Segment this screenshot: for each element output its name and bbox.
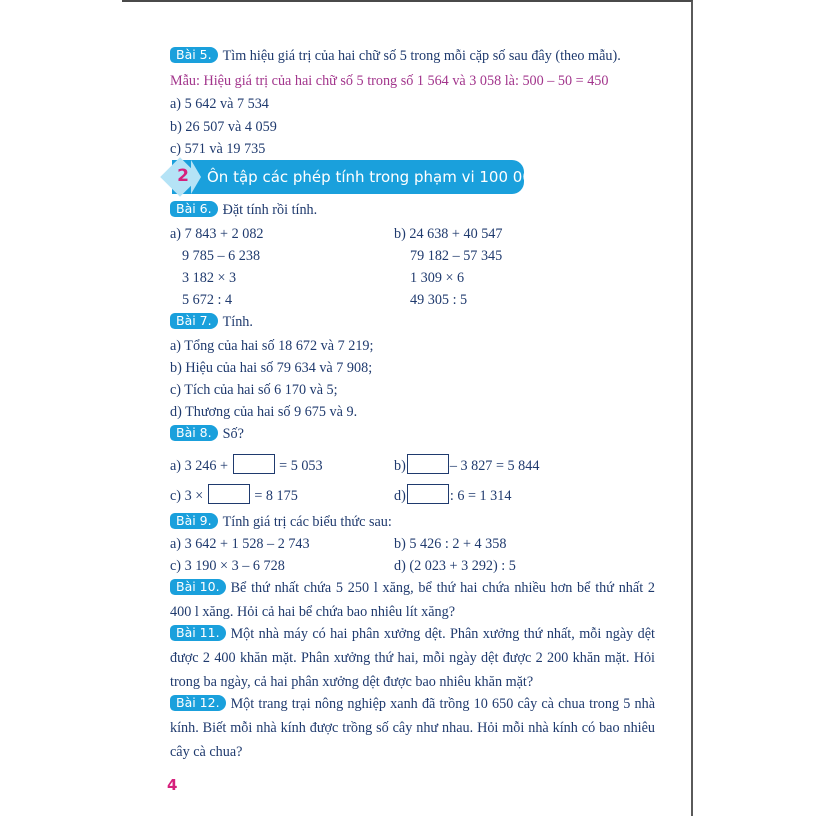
exercise-10 [170,576,655,624]
equation-prefix: d) [394,488,406,504]
exercise-5-item-b: b) 26 507 và 4 059 [170,119,277,135]
exercise-6-heading [170,201,317,219]
equation-prefix: a) 3 246 + [170,458,229,474]
exercise-prompt: Tính. [222,314,253,330]
exercise-label: Bài 11. [170,625,226,641]
page-number: 4 [167,776,178,794]
equation-suffix: = 5 053 [279,458,323,474]
exercise-6-b-3: 1 309 × 6 [410,270,465,286]
exercise-7-item-a: a) Tổng của hai số 18 672 và 7 219; [170,338,374,354]
exercise-6-a-4: 5 672 : 4 [182,292,233,308]
equation-prefix: c) 3 × [170,488,204,504]
exercise-12 [170,692,655,764]
answer-box[interactable] [208,484,250,504]
exercise-6-a-2: 9 785 – 6 238 [182,248,261,264]
answer-box[interactable] [233,454,275,474]
exercise-label: Bài 12. [170,695,226,711]
equation-suffix: – 3 827 = 5 844 [449,458,540,474]
exercise-6-b-2: 79 182 – 57 345 [410,248,503,264]
exercise-9-item-b: b) 5 426 : 2 + 4 358 [394,536,507,552]
exercise-9-item-d: d) (2 023 + 3 292) : 5 [394,558,516,574]
exercise-8-item-b [394,454,539,475]
exercise-prompt: Đặt tính rồi tính. [222,202,318,218]
exercise-8-item-a [170,454,323,475]
exercise-label: Bài 6. [170,201,218,217]
exercise-9-item-c: c) 3 190 × 3 – 6 728 [170,558,285,574]
exercise-11 [170,622,655,694]
exercise-5-heading [170,47,621,65]
exercise-6-a-1: a) 7 843 + 2 082 [170,226,264,242]
exercise-7-item-b: b) Hiệu của hai số 79 634 và 7 908; [170,360,373,376]
exercise-7-item-d: d) Thương của hai số 9 675 và 9. [170,404,358,420]
section-number: 2 [177,166,189,186]
exercise-6-b-4: 49 305 : 5 [410,292,468,308]
exercise-label: Bài 8. [170,425,218,441]
exercise-7-heading [170,313,253,331]
exercise-prompt: Tính giá trị các biểu thức sau: [222,514,392,530]
exercise-label: Bài 10. [170,579,226,595]
answer-box[interactable] [407,484,449,504]
equation-suffix: = 8 175 [254,488,298,504]
equation-prefix: b) [394,458,406,474]
exercise-6-a-3: 3 182 × 3 [182,270,237,286]
exercise-9-heading [170,513,392,531]
exercise-prompt: Tìm hiệu giá trị của hai chữ số 5 trong mỗi cặp số sau đây (theo mẫu). [222,48,621,64]
exercise-text: Một nhà máy có hai phân xưởng dệt. Phân xưởng thứ nhất, mỗi ngày dệt được 2 400 khăn mặt. Phân xưởng thứ hai, mỗi ngày dệt được 2 200 khăn mặt. Hỏi trong ba ngày, cả hai phân xưởng dệt được bao nhiêu khăn mặt? [170,626,655,690]
exercise-8-heading [170,425,244,443]
exercise-8-item-c [170,484,298,505]
answer-box[interactable] [407,454,449,474]
exercise-label: Bài 5. [170,47,218,63]
exercise-prompt: Số? [222,426,244,442]
exercise-text: Bể thứ nhất chứa 5 250 l xăng, bể thứ hai chứa nhiều hơn bể thứ nhất 2 400 l xăng. Hỏi cả hai bể chứa bao nhiêu lít xăng? [170,580,655,620]
exercise-7-item-c: c) Tích của hai số 6 170 và 5; [170,382,338,398]
exercise-5-item-c: c) 571 và 19 735 [170,141,266,157]
exercise-9-item-a: a) 3 642 + 1 528 – 2 743 [170,536,310,552]
exercise-5-sample: Mẫu: Hiệu giá trị của hai chữ số 5 trong số 1 564 và 3 058 là: 500 – 50 = 450 [170,73,609,89]
exercise-8-item-d [394,484,511,505]
exercise-text: Một trang trại nông nghiệp xanh đã trồng 10 650 cây cà chua trong 5 nhà kính. Biết mỗi nhà kính được trồng số cây như nhau. Hỏi mỗi nhà kính có bao nhiêu cây cà chua? [170,696,655,760]
exercise-6-b-1: b) 24 638 + 40 547 [394,226,503,242]
section-title: Ôn tập các phép tính trong phạm vi 100 000 [207,168,542,186]
exercise-label: Bài 7. [170,313,218,329]
exercise-label: Bài 9. [170,513,218,529]
equation-suffix: : 6 = 1 314 [449,488,512,504]
exercise-5-item-a: a) 5 642 và 7 534 [170,96,269,112]
